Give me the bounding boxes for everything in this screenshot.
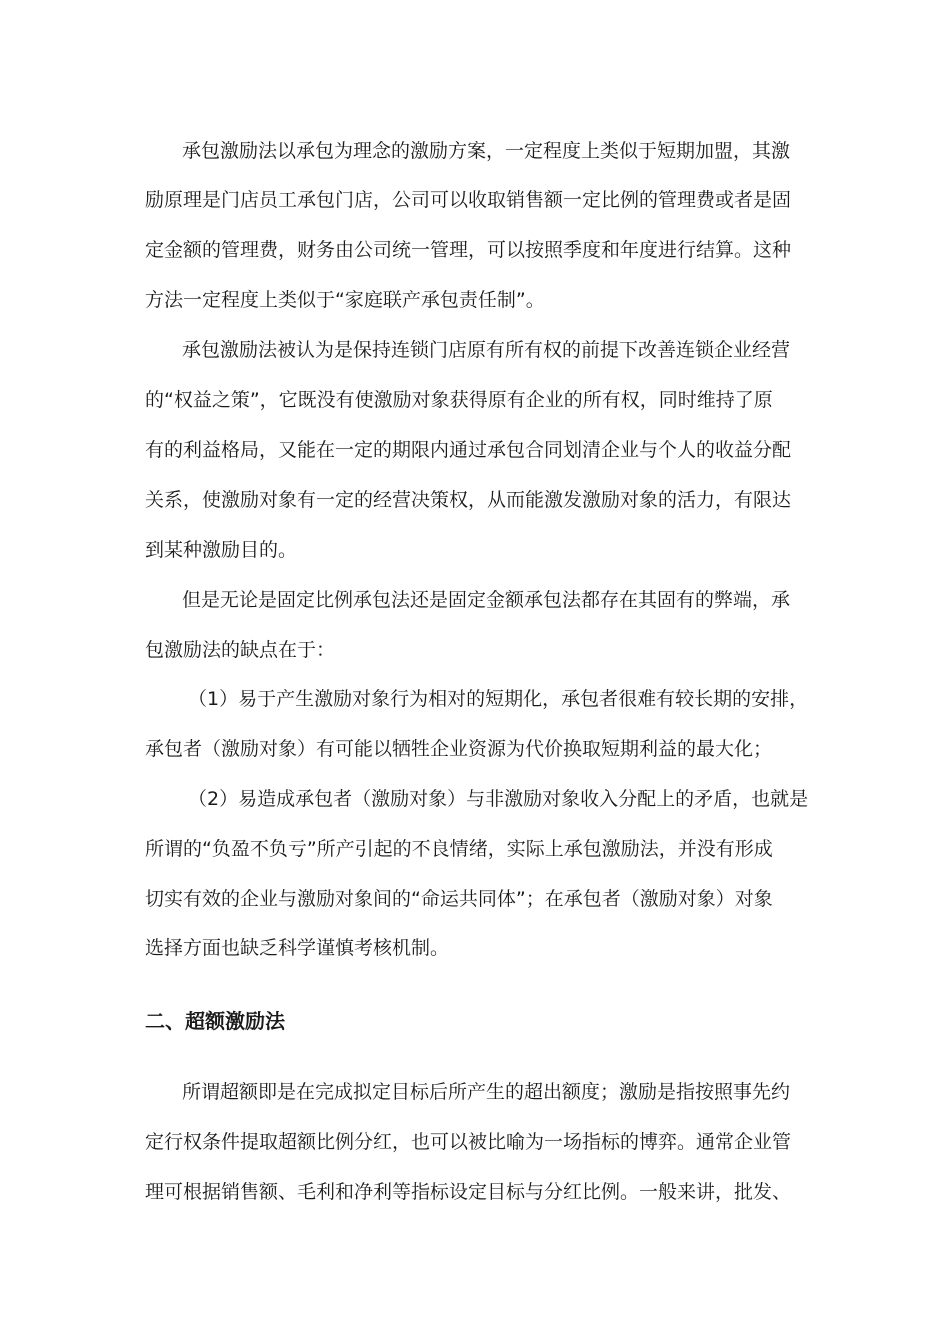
item2-line4: 选择方面也缺乏科学谨慎考核机制。 (145, 937, 450, 959)
para2-line5: 到某种激励目的。 (145, 539, 298, 561)
para4-line3: 理可根据销售额、毛利和净利等指标设定目标与分红比例。一般来讲，批发、 (145, 1181, 792, 1203)
item2-line1: （2）易造成承包者（激励对象）与非激励对象收入分配上的矛盾，也就是 (188, 788, 809, 810)
para4-line2: 定行权条件提取超额比例分红，也可以被比喻为一场指标的博弈。通常企业管 (145, 1131, 792, 1153)
para1-line1: 承包激励法以承包为理念的激励方案，一定程度上类似于短期加盟，其激 (182, 140, 791, 162)
para3-line1: 但是无论是固定比例承包法还是固定金额承包法都存在其固有的弊端，承 (182, 589, 791, 611)
item1-line2: 承包者（激励对象）有可能以牺牲企业资源为代价换取短期利益的最大化； (145, 738, 773, 760)
para2-line3: 有的利益格局，又能在一定的期限内通过承包合同划清企业与个人的收益分配 (145, 439, 792, 461)
item2-line3: 切实有效的企业与激励对象间的“命运共同体”；在承包者（激励对象）对象 (145, 888, 773, 910)
para3-line2: 包激励法的缺点在于： (145, 639, 336, 661)
para1-line3: 定金额的管理费，财务由公司统一管理，可以按照季度和年度进行结算。这种 (145, 239, 792, 261)
item1-line1: （1）易于产生激励对象行为相对的短期化，承包者很难有较长期的安排， (188, 688, 809, 710)
para1-line2: 励原理是门店员工承包门店，公司可以收取销售额一定比例的管理费或者是固 (145, 189, 792, 211)
para2-line1: 承包激励法被认为是保持连锁门店原有所有权的前提下改善连锁企业经营 (182, 339, 791, 361)
section-heading: 二、超额激励法 (145, 1009, 285, 1033)
para4-line1: 所谓超额即是在完成拟定目标后所产生的超出额度；激励是指按照事先约 (182, 1081, 791, 1103)
para2-line4: 关系，使激励对象有一定的经营决策权，从而能激发激励对象的活力，有限达 (145, 489, 792, 511)
para2-line2: 的“权益之策”，它既没有使激励对象获得原有企业的所有权，同时维持了原 (145, 389, 773, 411)
para1-line4: 方法一定程度上类似于“家庭联产承包责任制”。 (145, 289, 545, 311)
item2-line2: 所谓的“负盈不负亏”所产引起的不良情绪，实际上承包激励法，并没有形成 (145, 838, 773, 860)
